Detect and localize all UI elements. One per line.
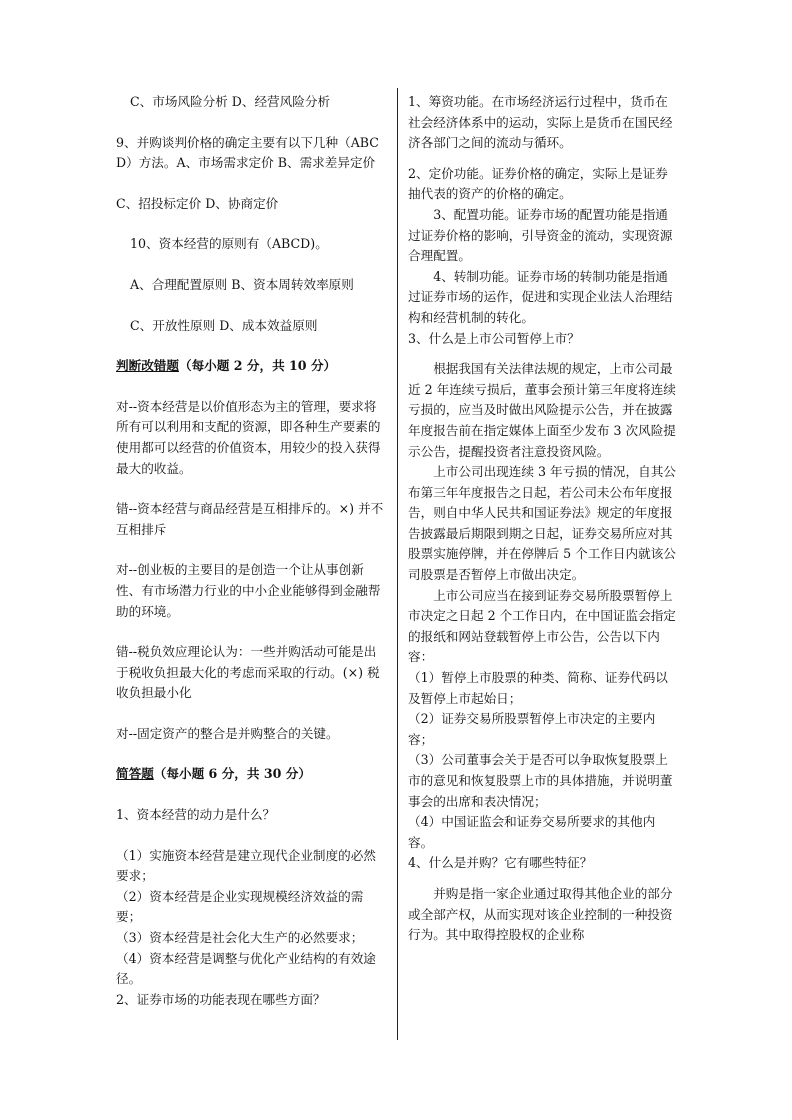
answer-3-item-3: （3）公司董事会关于是否可以争取恢复股票上市的意见和恢复股票上市的具体措施，并说明董事会的出席和表决情况； — [408, 752, 673, 809]
function-4-transformation: 4、转制功能。证券市场的转制功能是指通过证券市场的运作，促进和实现企业法人治理结构和经营机制的转化。 — [408, 268, 673, 325]
section-scoring: （每小题 2 分，共 10 分） — [178, 358, 337, 374]
short-question-4: 4、什么是并购？它有哪些特征？ — [408, 855, 593, 871]
question-10-options-c-d: C、开放性原则 D、成本效益原则 — [130, 317, 318, 333]
question-9: 9、并购谈判价格的确定主要有以下几种（ABCD）方法。A、市场需求定价 B、需求差异定价 — [116, 134, 379, 171]
answer-3-item-4: （4）中国证监会和证券交易所要求的其他内容。 — [408, 814, 656, 850]
short-question-3: 3、什么是上市公司暂停上市？ — [408, 330, 580, 346]
tf-item-2: 错--资本经营与商品经营是互相排斥的。×) 并不互相排斥 — [116, 501, 384, 537]
answer-1-point-1: （1）实施资本经营是建立现代企业制度的必然要求； — [116, 847, 376, 884]
section-heading-true-false — [116, 356, 388, 377]
section-scoring: （每小题 6 分，共 30 分） — [153, 766, 311, 782]
short-question-1: 1、资本经营的动力是什么？ — [116, 807, 276, 823]
tf-item-3: 对--创业板的主要目的是创造一个让从事创新性、有市场潜力行业的中小企业能够得到金融帮助的环境。 — [116, 562, 381, 619]
short-question-2: 2、证券市场的功能表现在哪些方面？ — [116, 991, 326, 1007]
tf-item-1: 对--资本经营是以价值形态为主的管理，要求将所有可以利用和支配的资源，即各种生产要素的使用都可以经营的价值资本，用较少的投入获得最大的收益。 — [116, 398, 381, 476]
section-heading-short-answer — [116, 764, 388, 785]
answer-3-para-1: 根据我国有关法律法规的规定，上市公司最近 2 年连续亏损后，董事会预计第三年度将连续亏损的，应当及时做出风险提示公告，并在披露年度报告前在指定媒体上面至少发布 3 次风险提示公告，提醒投资者注意投资风险。 — [408, 361, 676, 459]
option-line-c-d: C、市场风险分析 D、经营风险分析 — [130, 94, 331, 109]
question-10: 10、资本经营的原则有（ABCD)。 — [130, 236, 328, 252]
answer-3-para-2: 上市公司出现连续 3 年亏损的情况，自其公布第三年年度报告之日起，若公司未公布年度报告，则自中华人民共和国证券法》规定的年度报告披露最后期限到期之日起，证券交易所应对其股票实施停牌，并在停牌后 5 个工作日内就该公司股票是否暂停上市做出决定。 — [408, 464, 676, 583]
answer-3-item-1: （1）暂停上市股票的种类、简称、证券代码以及暂停上市起始日； — [408, 670, 668, 706]
answer-1-point-3: （3）资本经营是社会化大生产的必然要求； — [116, 930, 364, 946]
function-3-allocation: 3、配置功能。证券市场的配置功能是指通过证券价格的影响，引导资金的流动，实现资源合理配置。 — [408, 206, 673, 264]
tf-item-5: 对--固定资产的整合是并购整合的关键。 — [116, 725, 339, 741]
tf-item-4: 错--税负效应理论认为：一些并购活动可能是出于税收负担最大化的考虑而采取的行动。(×) 税收负担最小化 — [116, 644, 380, 701]
left-column — [116, 92, 388, 1010]
section-title: 判断改错题 — [116, 358, 179, 374]
section-title: 简答题 — [116, 766, 154, 782]
answer-4-para-1: 并购是指一家企业通过取得其他企业的部分或全部产权，从而实现对该企业控制的一种投资行为。其中取得控股权的企业称 — [408, 885, 673, 943]
answer-1-point-2: （2）资本经营是企业实现规模经济效益的需要； — [116, 888, 364, 925]
function-1-fundraising: 1、筹资功能。在市场经济运行过程中，货币在社会经济体系中的运动，实际上是货币在国民经济各部门之间的流动与循环。 — [408, 94, 673, 151]
column-divider — [397, 88, 398, 1040]
question-9-options-c-d: C、招投标定价 D、协商定价 — [116, 195, 279, 211]
answer-1-point-4: （4）资本经营是调整与优化产业结构的有效途径。 — [116, 950, 376, 987]
question-10-options-a-b: A、合理配置原则 B、资本周转效率原则 — [130, 276, 354, 292]
function-2-pricing: 2、定价功能。证券价格的确定，实际上是证券抽代表的资产的价格的确定。 — [408, 165, 668, 202]
answer-3-para-3: 上市公司应当在接到证券交易所股票暂停上市决定之日起 2 个工作日内，在中国证监会指定的报纸和网站登载暂停上市公告，公告以下内容： — [408, 587, 676, 665]
right-column — [408, 92, 678, 946]
answer-3-item-2: （2）证券交易所股票暂停上市决定的主要内容； — [408, 711, 656, 747]
